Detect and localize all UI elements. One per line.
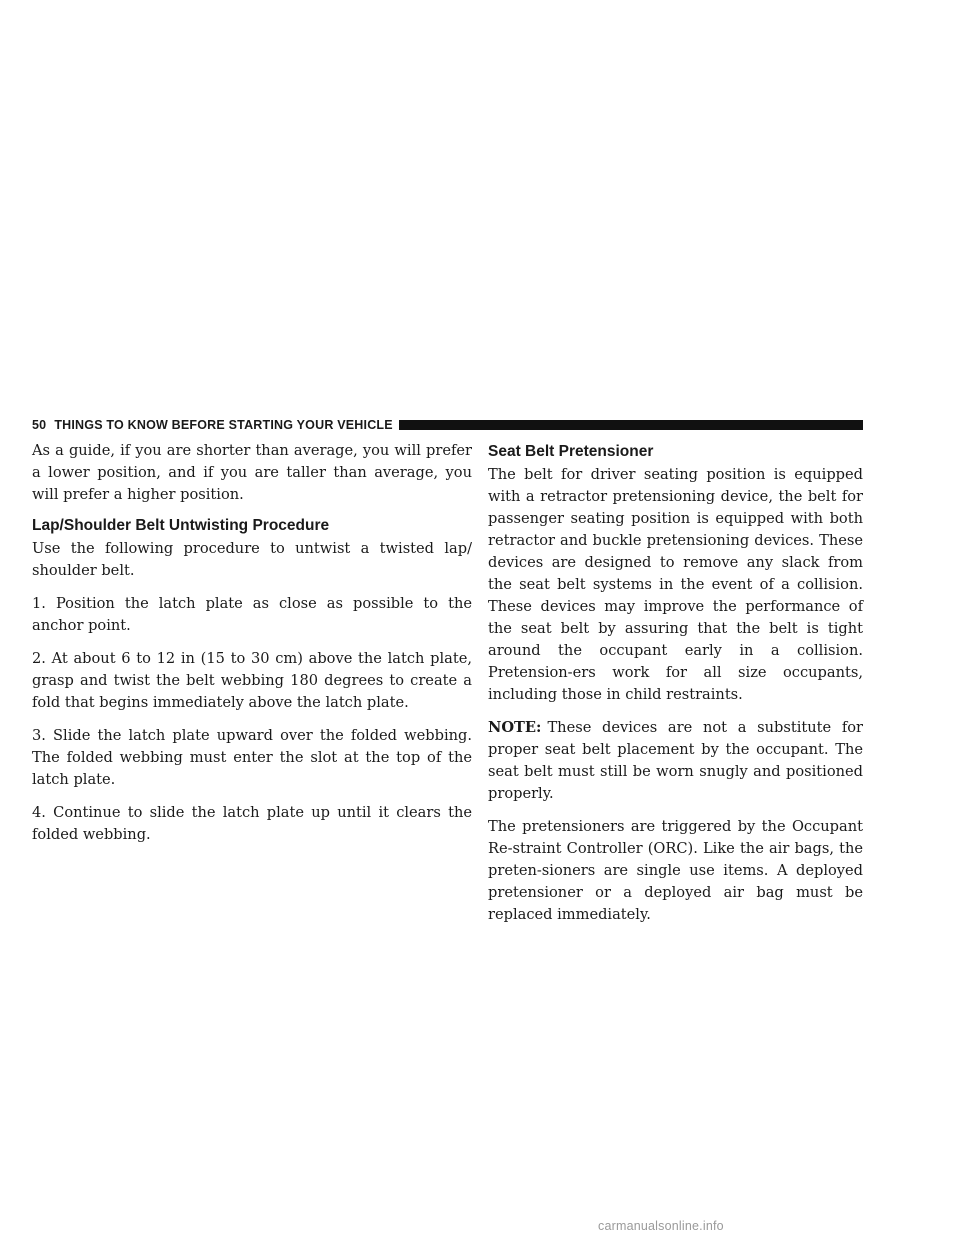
- procedure-step: 2. At about 6 to 12 in (15 to 30 cm) above the latch plate, grasp and twist the belt webbing 180 degrees to create a fold that begins immediately above the latch plate.: [32, 650, 472, 711]
- header-rule: [399, 420, 863, 430]
- watermark-link[interactable]: carmanualsonline.info: [598, 1219, 724, 1233]
- pretensioner-heading: Seat Belt Pretensioner: [488, 443, 654, 460]
- trigger-paragraph: The pretensioners are triggered by the Occupant Re-straint Controller (ORC). Like the air bags, the preten-sioners are single use items. A deployed pretensioner or a deployed air bag must be replaced immediately.: [488, 818, 863, 923]
- note-paragraph: [488, 717, 863, 805]
- note-label: NOTE:: [488, 719, 542, 736]
- section-title: THINGS TO KNOW BEFORE STARTING YOUR VEHICLE: [54, 418, 393, 432]
- untwisting-heading: Lap/Shoulder Belt Untwisting Procedure: [32, 517, 330, 534]
- note-text: These devices are not a substitute for proper seat belt placement by the occupant. The seat belt must still be worn snugly and positioned properly.: [488, 719, 863, 802]
- procedure-lead: Use the following procedure to untwist a twisted lap/ shoulder belt.: [32, 540, 472, 579]
- procedure-step: 4. Continue to slide the latch plate up until it clears the folded webbing.: [32, 804, 472, 843]
- page-number: 50: [32, 418, 47, 432]
- page-header: [32, 418, 863, 432]
- intro-paragraph: As a guide, if you are shorter than average, you will prefer a lower position, and if you are taller than average, you will prefer a higher position.: [32, 442, 472, 503]
- procedure-step: 1. Position the latch plate as close as possible to the anchor point.: [32, 595, 472, 634]
- pretensioner-paragraph: The belt for driver seating position is equipped with a retractor pretensioning device, the belt for passenger seating position is equipped with both retractor and buckle pretensioning devices. These devices are designed to remove any slack from the seat belt systems in the event of a collision. These devices may improve the performance of the seat belt by assuring that the belt is tight around the occupant early in a collision. Pretension-ers work for all size occupants, including those in child restraints.: [488, 466, 863, 703]
- procedure-step: 3. Slide the latch plate upward over the folded webbing. The folded webbing must enter the slot at the top of the latch plate.: [32, 727, 472, 788]
- right-column: [488, 440, 863, 937]
- left-column: [32, 440, 472, 857]
